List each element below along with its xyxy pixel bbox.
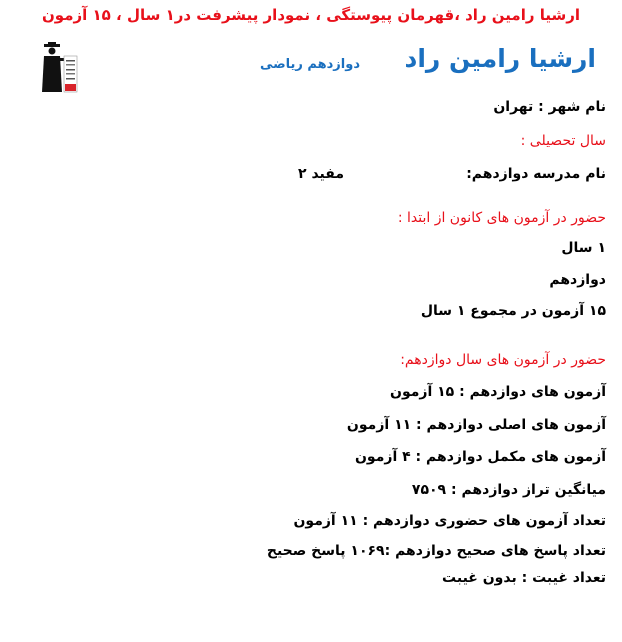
since-start-line: دوازدهم [549, 272, 606, 288]
banner-title: ارشیا رامین راد ،قهرمان پیوستگی ، نمودار پیشرفت در۱ سال ، ۱۵ آزمون [41, 6, 580, 24]
grade12-line: تعداد غیبت : بدون غیبت [442, 570, 606, 586]
kanoon-logo-icon [40, 42, 78, 94]
grade12-line: میانگین تراز دوازدهم : ۷۵۰۹ [411, 482, 606, 498]
grade12-label: حضور در آزمون های سال دوازدهم: [400, 352, 606, 368]
grade12-line: آزمون های اصلی دوازدهم : ۱۱ آزمون [346, 417, 606, 433]
grade12-line: آزمون های دوازدهم : ۱۵ آزمون [390, 384, 606, 400]
school-value: مفید ۲ [298, 166, 344, 182]
since-start-line: ۱۵ آزمون در مجموع ۱ سال [420, 303, 606, 319]
city-line: نام شهر : تهران [493, 99, 606, 115]
school-label: نام مدرسه دوازدهم: [466, 166, 606, 182]
grade12-line: آزمون های مکمل دوازدهم : ۴ آزمون [354, 449, 606, 465]
grade-tag: دوازدهم ریاضی [259, 57, 360, 72]
student-name: ارشیا رامین راد [404, 44, 596, 73]
grade12-line: تعداد آزمون های حضوری دوازدهم : ۱۱ آزمون [293, 513, 606, 529]
since-start-label: حضور در آزمون های کانون از ابتدا : [397, 210, 606, 226]
academic-year-label: سال تحصیلی : [520, 133, 606, 149]
since-start-line: ۱ سال [561, 240, 606, 256]
grade12-line: تعداد پاسخ های صحیح دوازدهم :۱۰۶۹ پاسخ صحیح [266, 543, 606, 559]
